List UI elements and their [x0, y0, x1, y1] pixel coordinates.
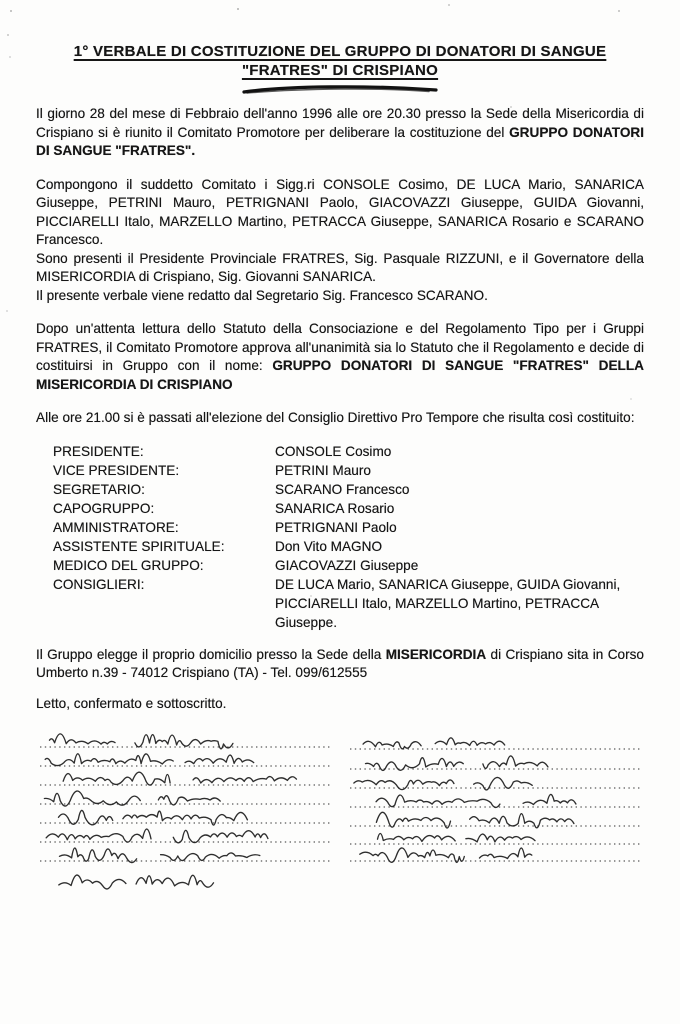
signature-scribble: [378, 833, 536, 841]
signature-scribble: [60, 848, 260, 862]
signature-column-left: [34, 717, 336, 915]
council-role-label: MEDICO DEL GRUPPO:: [53, 557, 204, 573]
council-member-value: GIACOVAZZI Giuseppe: [275, 557, 419, 573]
handwritten-underline: [36, 83, 644, 97]
council-role-label: VICE PRESIDENTE:: [53, 462, 180, 478]
council-row: [36, 442, 644, 461]
paragraph-opening: Il giorno 28 del mese di Febbraio dell'anno 1996 alle ore 20.30 presso la Sede della Misericordia di Crispiano si è riunito il Comitato Promotore per deliberare la costituzione del GRUPPO DONATORI DI SANGUE "FRATRES".: [36, 106, 644, 158]
council-row: [36, 537, 644, 556]
council-role-label: AMMINISTRATORE:: [53, 519, 179, 535]
paragraph-election: Alle ore 21.00 si è passati all'elezione del Consiglio Direttivo Pro Tempore che risulta così costituito:: [36, 410, 635, 425]
council-role-label: PRESIDENTE:: [53, 443, 144, 459]
council-role-label: ASSISTENTE SPIRITUALE:: [53, 538, 225, 554]
paragraph-committee-block: [36, 176, 644, 306]
signature-scribble: [360, 847, 532, 861]
council-role-label: SEGRETARIO:: [53, 481, 145, 497]
signature-scribble: [363, 737, 505, 748]
signature-scribble: [366, 755, 548, 769]
council-member-value: PETRINI Mauro: [275, 462, 371, 478]
council-member-value: DE LUCA Mario, SANARICA Giuseppe, GUIDA Giovanni, PICCIARELLI Italo, MARZELLO Martino, PETRACCA Giuseppe.: [275, 576, 621, 630]
signature-scribble: [45, 753, 254, 765]
paragraph-attendees: Sono presenti il Presidente Provinciale FRATRES, Sig. Pasquale RIZZUNI, e il Governatore della MISERICORDIA di Crispiano, Sig. Giovanni SANARICA.: [36, 250, 644, 284]
council-row: [36, 575, 644, 632]
council-member-value: SANARICA Rosario: [275, 500, 395, 516]
council-row: [36, 480, 644, 499]
closing-statement: Letto, confermato e sottoscritto.: [36, 695, 227, 711]
signature-scribble: [354, 777, 532, 789]
title-line-1: 1° VERBALE DI COSTITUZIONE DEL GRUPPO DI DONATORI DI SANGUE: [73, 43, 607, 60]
scan-speckle-artifacts: [10, 10, 12, 12]
paragraph-committee: Compongono il suddetto Comitato i Sigg.ri CONSOLE Cosimo, DE LUCA Mario, SANARICA Giuseppe, PETRINI Mauro, PETRIGNANI Paolo, GIACOVAZZI Giuseppe, GUIDA Giovanni, PICCIARELLI Italo, MARZELLO Martino, PETRACCA Giuseppe, SANARICA Rosario e SCARANO Francesco.: [36, 176, 644, 247]
signature-scribble: [59, 810, 248, 825]
title-line-2: "FRATRES" DI CRISPIANO: [241, 62, 439, 79]
council-member-value: SCARANO Francesco: [275, 481, 410, 497]
council-row: [36, 461, 644, 480]
council-role-label: CAPOGRUPPO:: [53, 500, 155, 516]
council-row: [36, 518, 644, 537]
council-row: [36, 556, 644, 575]
signature-area: [36, 717, 644, 917]
paragraph-secretary: Il presente verbale viene redatto dal Segretario Sig. Francesco SCARANO.: [36, 287, 488, 303]
page-title: [36, 42, 644, 80]
council-row: [36, 499, 644, 518]
signature-scribble: [46, 829, 268, 843]
council-member-value: CONSOLE Cosimo: [275, 443, 392, 459]
paragraph-domicile: Il Gruppo elegge il proprio domicilio presso la Sede della MISERICORDIA di Crispiano sita in Corso Umberto n.39 - 74012 Crispiano (TA) - Tel. 099/612555: [36, 646, 644, 680]
signature-scribble: [376, 794, 576, 807]
signature-scribble: [63, 772, 296, 785]
signature-scribble: [59, 875, 214, 889]
paragraph-resolution: Dopo un'attenta lettura dello Statuto della Consociazione e del Regolamento Tipo per i Gruppi FRATRES, il Comitato Promotore approva all'unanimità sia lo Statuto che il Regolamento e decide di costituirsi in Gruppo con il nome: GRUPPO DONATORI DI SANGUE "FRATRES" DELLA MISERICORDIA DI CRISPIANO: [36, 321, 644, 392]
council-member-value: PETRIGNANI Paolo: [275, 519, 397, 535]
council-member-value: Don Vito MAGNO: [275, 538, 383, 554]
council-role-label: CONSIGLIERI:: [53, 576, 145, 592]
handwritten-underline-stroke: [240, 83, 440, 96]
signature-column-right: [340, 717, 646, 915]
council-list: [36, 442, 644, 632]
